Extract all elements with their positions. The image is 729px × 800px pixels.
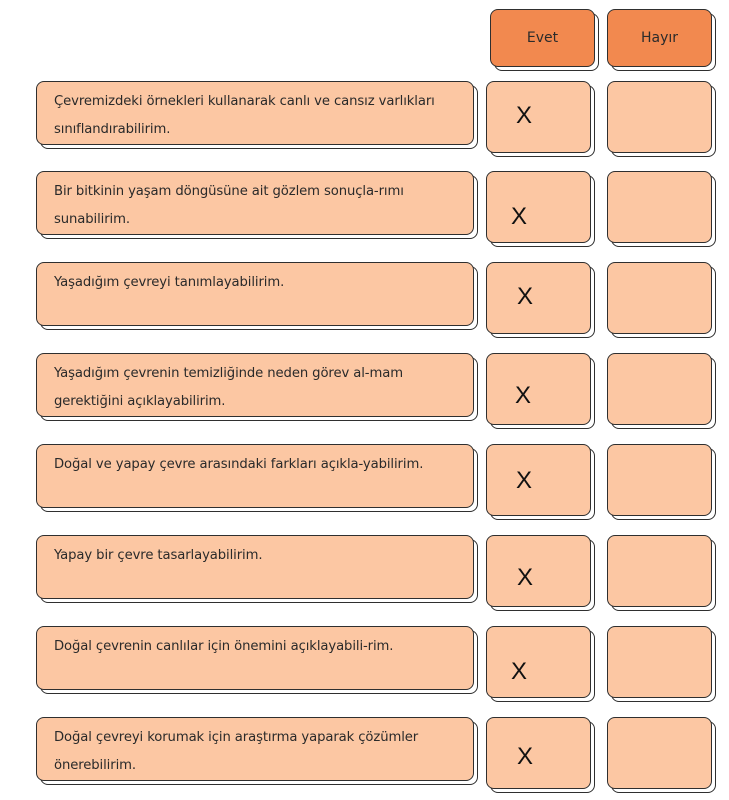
no-answer-box[interactable] — [607, 81, 712, 153]
statement-card — [36, 262, 474, 326]
yes-check-mark: X — [511, 203, 528, 230]
statement-card — [36, 717, 474, 781]
yes-answer-box[interactable] — [486, 626, 591, 698]
statement-card — [36, 444, 474, 508]
no-box-face — [607, 535, 712, 607]
yes-check-mark: X — [516, 102, 533, 129]
no-box-face — [607, 81, 712, 153]
yes-box-face — [486, 717, 591, 789]
yes-answer-box[interactable] — [486, 171, 591, 243]
statement-text: Doğal çevrenin canlılar için önemini açıklayabili-rim. — [36, 626, 474, 690]
no-answer-box[interactable] — [607, 262, 712, 334]
yes-check-mark: X — [517, 564, 534, 591]
no-box-face — [607, 444, 712, 516]
no-answer-box[interactable] — [607, 353, 712, 425]
no-column-header — [607, 9, 712, 67]
no-box-face — [607, 353, 712, 425]
yes-box-face — [486, 171, 591, 243]
statement-card — [36, 353, 474, 417]
yes-check-mark: X — [517, 743, 534, 770]
yes-box-face — [486, 353, 591, 425]
statement-card — [36, 171, 474, 235]
yes-answer-box[interactable] — [486, 262, 591, 334]
statement-text: Doğal ve yapay çevre arasındaki farkları açıkla-yabilirim. — [36, 444, 474, 508]
no-answer-box[interactable] — [607, 171, 712, 243]
yes-answer-box[interactable] — [486, 535, 591, 607]
no-box-face — [607, 171, 712, 243]
yes-header-label: Evet — [490, 9, 595, 67]
yes-box-face — [486, 81, 591, 153]
yes-column-header — [490, 9, 595, 67]
statement-text: Çevremizdeki örnekleri kullanarak canlı ve cansız varlıkları sınıflandırabilirim. — [36, 81, 474, 145]
statement-card — [36, 535, 474, 599]
statement-text: Yaşadığım çevrenin temizliğinde neden görev al-mam gerektiğini açıklayabilirim. — [36, 353, 474, 417]
no-header-label: Hayır — [607, 9, 712, 67]
yes-check-mark: X — [515, 382, 532, 409]
yes-box-face — [486, 626, 591, 698]
no-answer-box[interactable] — [607, 444, 712, 516]
no-box-face — [607, 262, 712, 334]
statement-card — [36, 626, 474, 690]
statement-card — [36, 81, 474, 145]
yes-answer-box[interactable] — [486, 81, 591, 153]
no-answer-box[interactable] — [607, 626, 712, 698]
statement-text: Bir bitkinin yaşam döngüsüne ait gözlem sonuçla-rımı sunabilirim. — [36, 171, 474, 235]
no-box-face — [607, 717, 712, 789]
statement-text: Doğal çevreyi korumak için araştırma yaparak çözümler önerebilirim. — [36, 717, 474, 781]
statement-text: Yaşadığım çevreyi tanımlayabilirim. — [36, 262, 474, 326]
statement-text: Yapay bir çevre tasarlayabilirim. — [36, 535, 474, 599]
yes-box-face — [486, 262, 591, 334]
yes-answer-box[interactable] — [486, 444, 591, 516]
no-answer-box[interactable] — [607, 717, 712, 789]
yes-answer-box[interactable] — [486, 353, 591, 425]
no-answer-box[interactable] — [607, 535, 712, 607]
yes-check-mark: X — [517, 283, 534, 310]
yes-answer-box[interactable] — [486, 717, 591, 789]
yes-box-face — [486, 444, 591, 516]
yes-check-mark: X — [516, 467, 533, 494]
no-box-face — [607, 626, 712, 698]
yes-box-face — [486, 535, 591, 607]
yes-check-mark: X — [511, 658, 528, 685]
